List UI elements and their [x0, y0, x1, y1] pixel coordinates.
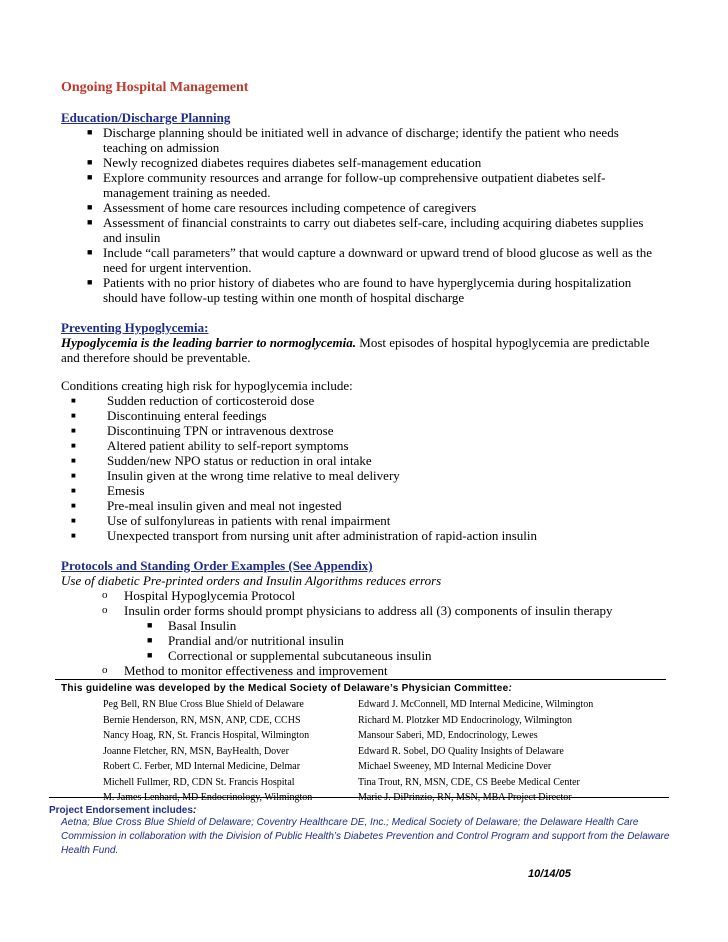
list-item: ■ Discontinuing enteral feedings — [71, 408, 267, 423]
square-bullet-icon: ■ — [71, 516, 76, 525]
square-bullet-icon: ■ — [71, 441, 76, 450]
list-item: ■ Assessment of home care resources including competence of caregivers — [87, 200, 477, 215]
committee-left-column — [103, 697, 312, 806]
list-item: ■ Patients with no prior history of diabetes who are found to have hyperglycemia during hospitalization should have follow-up testing within one month of hospital discharge — [87, 275, 632, 305]
document-date: 10/14/05 — [528, 868, 571, 880]
list-item: ■ Unexpected transport from nursing unit after administration of rapid-action insulin — [71, 528, 537, 543]
sub-item: Basal Insulin — [168, 618, 237, 633]
member: Peg Bell, RN Blue Cross Blue Shield of Delaware — [103, 699, 304, 710]
square-bullet-icon: ■ — [71, 396, 76, 405]
circle-bullet-icon: o — [102, 664, 108, 676]
committee-heading: This guideline was developed by the Medical Society of Delaware’s Physician Committee: — [61, 683, 513, 694]
list-item: ■ Use of sulfonylureas in patients with renal impairment — [71, 513, 391, 528]
square-bullet-icon: ■ — [71, 426, 76, 435]
member: M. James Lenhard, MD Endocrinology, Wilmington — [103, 792, 313, 803]
member: Marie J. DiPrinzio, RN, MSN, MBA Project Director — [358, 792, 572, 803]
list-item: ■ Newly recognized diabetes requires diabetes self-management education — [87, 155, 482, 170]
member: Richard M. Plotzker MD Endocrinology, Wilmington — [358, 714, 573, 726]
sub-item: Prandial and/or nutritional insulin — [168, 633, 344, 648]
list-item: ■ Explore community resources and arrange for follow-up comprehensive outpatient diabetes self-management training as needed. — [87, 170, 606, 200]
square-bullet-icon: ■ — [87, 172, 93, 182]
list-item: ■ Altered patient ability to self-report symptoms — [71, 438, 349, 453]
member: Robert C. Ferber, MD Internal Medicine, Delmar — [103, 761, 301, 772]
committee-right-column — [358, 697, 593, 806]
list-item: ■ Emesis — [71, 483, 145, 498]
member: Joanne Fletcher, RN, MSN, BayHealth, Dover — [103, 745, 289, 757]
conditions-list — [61, 393, 661, 543]
list-item: ■ Include “call parameters” that would capture a downward or upward trend of blood glucose as well as the need for urgent intervention. — [87, 245, 653, 275]
list-item: ■ Pre-meal insulin given and meal not ingested — [71, 498, 342, 513]
circle-bullet-icon: o — [102, 604, 108, 616]
member: Tina Trout, RN, MSN, CDE, CS Beebe Medical Center — [358, 776, 580, 788]
hypoglycemia-heading: Preventing Hypoglycemia: — [61, 320, 209, 335]
protocols-subtitle: Use of diabetic Pre-printed orders and Insulin Algorithms reduces errors — [61, 573, 442, 588]
square-bullet-icon: ■ — [147, 620, 153, 630]
education-heading: Education/Discharge Planning — [61, 110, 231, 125]
divider — [49, 797, 669, 798]
square-bullet-icon: ■ — [71, 531, 76, 540]
divider — [55, 679, 666, 680]
protocols-heading: Protocols and Standing Order Examples (See Appendix) — [61, 558, 373, 573]
square-bullet-icon: ■ — [71, 471, 76, 480]
page-title: Ongoing Hospital Management — [61, 80, 249, 95]
square-bullet-icon: ■ — [87, 247, 93, 257]
endorsement-heading: Project Endorsement includes: — [49, 805, 197, 816]
list-item: ■ Sudden reduction of corticosteroid dose — [71, 393, 315, 408]
education-list — [83, 125, 663, 305]
hypoglycemia-lead: Hypoglycemia is the leading barrier to normoglycemia. Most episodes of hospital hypoglycemia are predictable and therefore should be preventable. — [61, 335, 650, 365]
endorsement-text: Aetna; Blue Cross Blue Shield of Delaware; Coventry Healthcare DE, Inc.; Medical Society of Delaware; the Delaware Health Care Commission in collaboration with the Division of Public Health’s Diabetes Prevention and Control Program and support from the Delaware Health Fund. — [61, 817, 670, 856]
list-item: ■ Insulin given at the wrong time relative to meal delivery — [71, 468, 400, 483]
circle-bullet-icon: o — [102, 589, 108, 601]
member: Edward R. Sobel, DO Quality Insights of Delaware — [358, 745, 564, 757]
square-bullet-icon: ■ — [87, 217, 93, 227]
list-item: ■ Discharge planning should be initiated well in advance of discharge; identify the patient who needs teaching on admission — [87, 125, 619, 155]
list-item: ■ Discontinuing TPN or intravenous dextrose — [71, 423, 334, 438]
square-bullet-icon: ■ — [87, 202, 93, 212]
square-bullet-icon: ■ — [87, 127, 93, 137]
square-bullet-icon: ■ — [71, 411, 76, 420]
member: Michael Sweeney, MD Internal Medicine Dover — [358, 761, 552, 772]
conditions-intro: Conditions creating high risk for hypoglycemia include: — [61, 378, 353, 393]
list-item: ■ Assessment of financial constraints to carry out diabetes self-care, including acquiring diabetes supplies and insulin — [87, 215, 644, 245]
list-item: ■ Sudden/new NPO status or reduction in oral intake — [71, 453, 372, 468]
square-bullet-icon: ■ — [87, 277, 93, 287]
protocol-item: Hospital Hypoglycemia Protocol — [124, 588, 296, 603]
member: Mansour Saberi, MD, Endocrinology, Lewes — [358, 730, 538, 741]
square-bullet-icon: ■ — [87, 157, 93, 167]
member: Michell Fullmer, RD, CDN St. Francis Hospital — [103, 776, 295, 788]
square-bullet-icon: ■ — [71, 501, 76, 510]
square-bullet-icon: ■ — [147, 635, 153, 645]
member: Nancy Hoag, RN, St. Francis Hospital, Wilmington — [103, 730, 310, 741]
protocol-item: Method to monitor effectiveness and improvement — [124, 663, 388, 678]
member: Edward J. McConnell, MD Internal Medicine, Wilmington — [358, 699, 594, 710]
square-bullet-icon: ■ — [71, 486, 76, 495]
sub-item: Correctional or supplemental subcutaneous insulin — [168, 648, 432, 663]
protocol-item: Insulin order forms should prompt physicians to address all (3) components of insulin therapy — [124, 603, 613, 618]
square-bullet-icon: ■ — [71, 456, 76, 465]
square-bullet-icon: ■ — [147, 650, 153, 660]
member: Bernie Henderson, RN, MSN, ANP, CDE, CCHS — [103, 714, 301, 726]
